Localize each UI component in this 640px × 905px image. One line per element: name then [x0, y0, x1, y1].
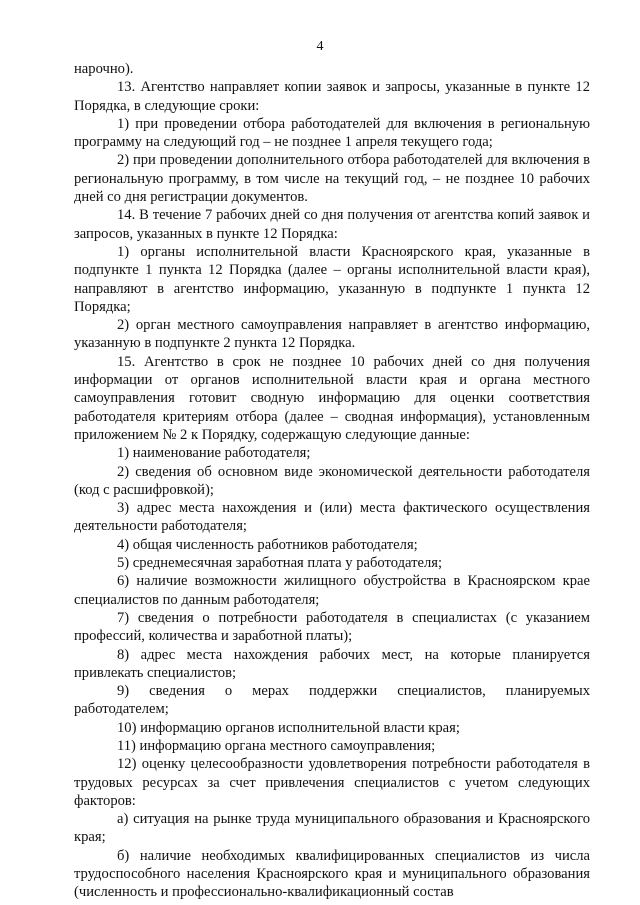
paragraph: 11) информацию органа местного самоуправления;	[117, 737, 436, 754]
paragraph: 12) оценку целесообразности удовлетворения потребности работодателя в трудовых ресурсах за счет привлечения специалистов с учетом следующих факторов:	[74, 756, 590, 809]
paragraph: а) ситуация на рынке труда муниципального образования и Красноярского края;	[74, 811, 590, 846]
paragraph: 6) наличие возможности жилищного обустройства в Красноярском крае специалистов по данным работодателя;	[74, 573, 590, 608]
paragraph: 4) общая численность работников работодателя;	[117, 536, 418, 553]
paragraph: 1) при проведении отбора работодателей для включения в региональную программу на следующий год – не позднее 1 апреля текущего года;	[74, 115, 590, 151]
paragraph: 1) наименование работодателя;	[117, 445, 311, 462]
paragraph: 8) адрес места нахождения рабочих мест, на которые планируется привлекать специалистов;	[74, 646, 590, 681]
paragraph: 13. Агентство направляет копии заявок и запросы, указанные в пункте 12 Порядка, в следующие сроки:	[74, 79, 590, 114]
paragraph: нарочно).	[74, 61, 134, 77]
paragraph: 2) сведения об основном виде экономической деятельности работодателя (код с расшифровкой);	[74, 463, 590, 498]
paragraph: 10) информацию органов исполнительной власти края;	[117, 719, 460, 736]
paragraph: 14. В течение 7 рабочих дней со дня получения от агентства копий заявок и запросов, указанных в пункте 12 Порядка:	[74, 207, 590, 242]
paragraph: 15. Агентство в срок не позднее 10 рабочих дней со дня получения информации от органов исполнительной власти края и органа местного самоуправления готовит сводную информацию для оценки соответствия работодателя критериям отбора (далее – сводная информация), установленным приложением № 2 к Порядку, содержащую следующие данные:	[74, 353, 590, 443]
paragraph: 9) сведения о мерах поддержки специалистов, планируемых работодателем;	[74, 683, 590, 718]
paragraph: 3) адрес места нахождения и (или) места фактического осуществления деятельности работодателя;	[74, 500, 590, 535]
paragraph: 1) органы исполнительной власти Красноярского края, указанные в подпункте 1 пункта 12 Порядка (далее – органы исполнительной власти края), направляют в агентство информацию, указанную в подпункте 1 пункта 12 Порядка;	[74, 243, 590, 315]
paragraph: 2) при проведении дополнительного отбора работодателей для включения в региональную программу, в том числе на текущий год, – не позднее 10 рабочих дней со дня регистрации документов.	[74, 152, 590, 206]
paragraph: 5) среднемесячная заработная плата у работодателя;	[117, 555, 443, 572]
page-number: 4	[316, 39, 324, 54]
paragraph: 7) сведения о потребности работодателя в специалистах (с указанием профессий, количества и заработной платы);	[74, 609, 590, 645]
paragraph: б) наличие необходимых квалифицированных специалистов из числа трудоспособного населения Красноярского края и муниципального образования (численность и профессионально-квалификационный состав	[74, 847, 590, 901]
paragraph: 2) орган местного самоуправления направляет в агентство информацию, указанную в подпункте 2 пункта 12 Порядка.	[74, 317, 590, 352]
document-body	[74, 60, 590, 902]
